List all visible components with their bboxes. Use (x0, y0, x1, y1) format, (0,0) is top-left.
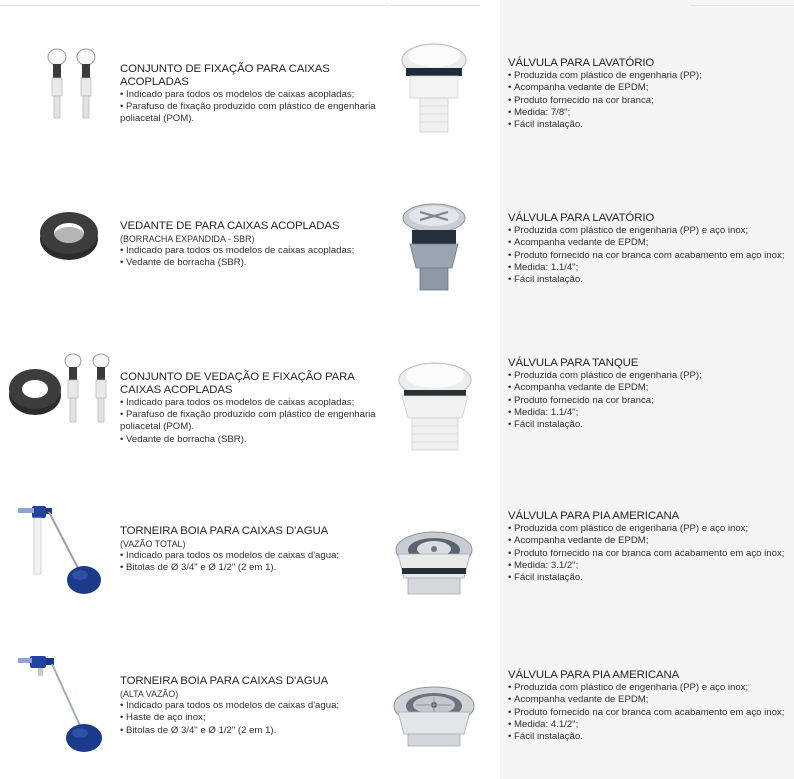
feature-item: • Acompanha vedante de EPDM; (508, 237, 790, 249)
top-divider-mid (390, 5, 480, 6)
product-title: VÁLVULA PARA PIA AMERICANA (508, 669, 680, 681)
feature-item: • Fácil instalação. (508, 119, 790, 131)
float-valve-image (16, 652, 106, 756)
product-title: VEDANTE DE PARA CAIXAS ACOPLADAS (120, 220, 340, 232)
feature-item: • Vedante de borracha (SBR). (120, 257, 390, 269)
feature-item: • Produzida com plástico de engenharia (PP); (508, 370, 790, 382)
feature-list (508, 225, 790, 287)
product-title: VÁLVULA PARA LAVATÓRIO (508, 212, 655, 224)
bolt-icon (77, 49, 95, 118)
product-title: VÁLVULA PARA LAVATÓRIO (508, 57, 655, 69)
feature-list (120, 89, 390, 126)
feature-item: • Produto fornecido na cor branca com acabamento em aço inox; (508, 250, 790, 262)
feature-item: • Produzida com plástico de engenharia (PP) e aço inox; (508, 682, 790, 694)
feature-item: • Medida: 7/8"; (508, 107, 790, 119)
feature-item: • Medida: 1.1/4"; (508, 262, 790, 274)
seal-and-bolts-image (8, 352, 118, 428)
feature-item: • Produto fornecido na cor branca com acabamento em aço inox; (508, 548, 790, 560)
basin-valve-image (398, 40, 470, 136)
product-title: VÁLVULA PARA TANQUE (508, 357, 639, 369)
product-title: TORNEIRA BOIA PARA CAIXAS D'AGUA (120, 525, 329, 537)
feature-item: • Indicado para todos os modelos de caixas acopladas; (120, 89, 390, 101)
feature-list (120, 397, 388, 447)
product-subtitle: (ALTA VAZÃO) (120, 688, 179, 699)
sink-valve-large-image (390, 684, 478, 748)
bolt-icon (48, 49, 66, 118)
sink-drain-icon (394, 687, 474, 746)
basin-valve-inox-image (398, 202, 470, 294)
feature-item: • Acompanha vedante de EPDM; (508, 535, 790, 547)
feature-item: • Produzida com plástico de engenharia (PP) e aço inox; (508, 225, 790, 237)
feature-item: • Bitolas de Ø 3/4" e Ø 1/2" (2 em 1). (120, 562, 390, 574)
feature-list (120, 700, 390, 737)
drain-valve-icon (402, 44, 466, 132)
feature-list (508, 70, 790, 132)
rubber-seal-image (38, 206, 100, 262)
feature-item: • Vedante de borracha (SBR). (120, 434, 388, 446)
tank-valve-image (396, 360, 474, 456)
feature-item: • Parafuso de fixação produzido com plástico de engenharia poliacetal (POM). (120, 101, 390, 126)
rubber-ring-icon (40, 212, 98, 260)
feature-item: • Produto fornecido na cor branca com acabamento em aço inox; (508, 707, 790, 719)
sink-valve-image (392, 528, 476, 598)
product-title: TORNEIRA BOIA PARA CAIXAS D'AGUA (120, 675, 329, 687)
product-subtitle: (VAZÃO TOTAL) (120, 538, 186, 549)
feature-item: • Fácil instalação. (508, 274, 790, 286)
feature-item: • Indicado para todos os modelos de caixas d'agua; (120, 550, 390, 562)
feature-item: • Parafuso de fixação produzido com plástico de engenharia poliacetal (POM). (120, 409, 388, 434)
top-divider-left (0, 5, 388, 6)
sink-drain-icon (396, 532, 472, 594)
product-title: CONJUNTO DE FIXAÇÃO PARA CAIXAS ACOPLADAS (120, 63, 330, 88)
product-title: VÁLVULA PARA PIA AMERICANA (508, 510, 680, 522)
feature-list (120, 245, 390, 270)
feature-item: • Acompanha vedante de EPDM; (508, 694, 790, 706)
feature-item: • Indicado para todos os modelos de caixas acopladas; (120, 245, 390, 257)
feature-list (508, 370, 790, 432)
drain-valve-icon (403, 204, 465, 290)
float-valve-icon (18, 506, 101, 594)
product-subtitle: (BORRACHA EXPANDIDA - SBR) (120, 233, 255, 244)
feature-item: • Bitolas de Ø 3/4" e Ø 1/2" (2 em 1). (120, 725, 390, 737)
float-valve-image (16, 502, 102, 600)
feature-item: • Acompanha vedante de EPDM; (508, 82, 790, 94)
feature-item: • Produto fornecido na cor branca; (508, 95, 790, 107)
feature-item: • Fácil instalação. (508, 731, 790, 743)
feature-item: • Fácil instalação. (508, 419, 790, 431)
feature-list (508, 523, 790, 585)
rubber-ring-icon (9, 369, 61, 415)
feature-list (120, 550, 390, 575)
feature-item: • Haste de aço inox; (120, 712, 390, 724)
feature-item: • Medida: 3.1/2"; (508, 560, 790, 572)
feature-list (508, 682, 790, 744)
drain-valve-icon (399, 363, 471, 450)
feature-item: • Indicado para todos os modelos de caixas d'agua; (120, 700, 390, 712)
top-divider-right (690, 5, 794, 6)
fixing-bolts-image (38, 48, 104, 122)
float-valve-icon (18, 656, 102, 752)
feature-item: • Produzida com plástico de engenharia (PP) e aço inox; (508, 523, 790, 535)
feature-item: • Fácil instalação. (508, 572, 790, 584)
feature-item: • Produzida com plástico de engenharia (PP); (508, 70, 790, 82)
bolt-icon (93, 354, 109, 422)
feature-item: • Medida: 1.1/4"; (508, 407, 790, 419)
feature-item: • Indicado para todos os modelos de caixas acopladas; (120, 397, 388, 409)
bolt-icon (65, 354, 81, 422)
feature-item: • Medida: 4.1/2"; (508, 719, 790, 731)
product-title: CONJUNTO DE VEDAÇÃO E FIXAÇÃO PARA CAIXAS ACOPLADAS (120, 371, 355, 396)
feature-item: • Acompanha vedante de EPDM; (508, 382, 790, 394)
feature-item: • Produto fornecido na cor branca; (508, 395, 790, 407)
